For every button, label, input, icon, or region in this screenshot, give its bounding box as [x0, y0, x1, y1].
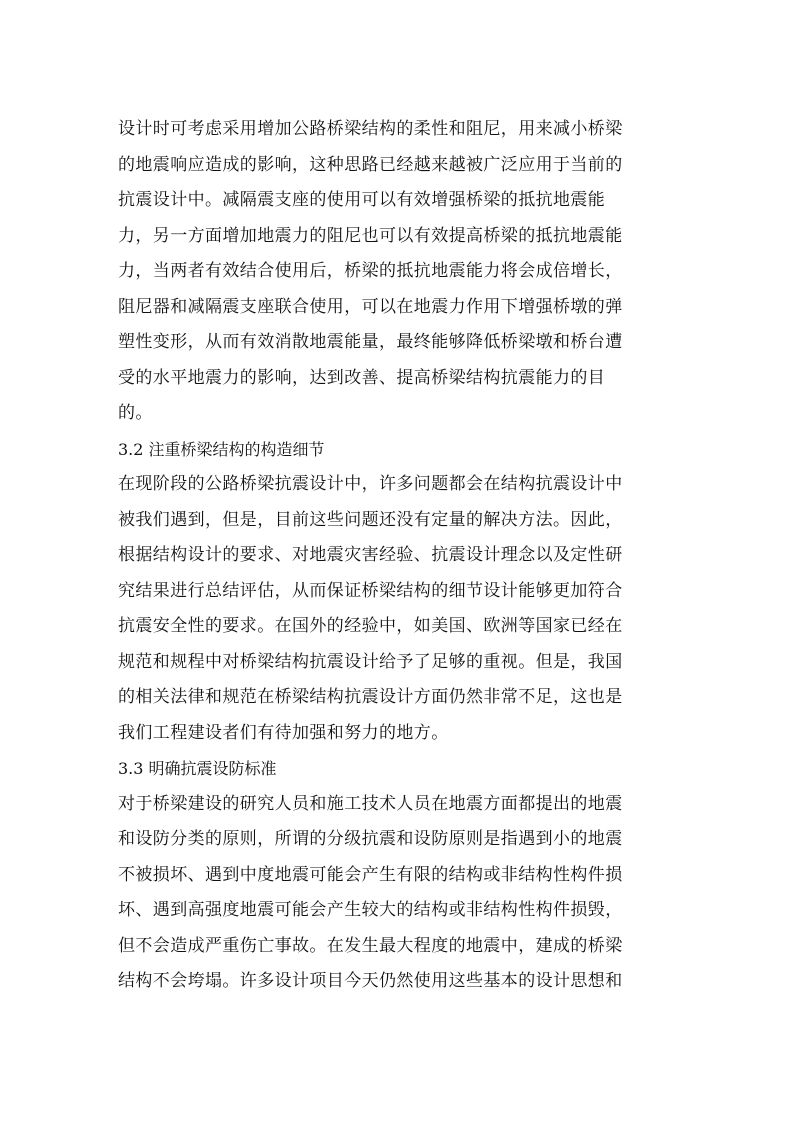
body-line: 的相关法律和规范在桥梁结构抗震设计方面仍然非常不足，这也是 — [118, 687, 623, 707]
section-heading: 3.2 注重桥梁结构的构造细节 — [118, 439, 325, 459]
body-line: 抗震设计中。减隔震支座的使用可以有效增强桥梁的抵抗地震能 — [118, 190, 606, 210]
body-line: 的。 — [118, 403, 153, 423]
document-page — [118, 112, 678, 1000]
section-heading: 3.3 明确抗震设防标准 — [118, 759, 277, 778]
body-line: 对于桥梁建设的研究人员和施工技术人员在地震方面都提出的地震 — [118, 793, 623, 814]
body-line: 力，另一方面增加地震力的阻尼也可以有效提高桥梁的抵抗地震能 — [118, 225, 623, 246]
body-line: 究结果进行总结评估，从而保证桥梁结构的细节设计能够更加符合 — [118, 580, 623, 601]
body-line: 的地震响应造成的影响，这种思路已经越来越被广泛应用于当前的 — [118, 154, 623, 175]
body-line: 和设防分类的原则，所谓的分级抗震和设防原则是指遇到小的地震 — [118, 829, 623, 849]
body-line: 规范和规程中对桥梁结构抗震设计给予了足够的重视。但是，我国 — [118, 651, 623, 672]
body-line: 阻尼器和减隔震支座联合使用，可以在地震力作用下增强桥墩的弹 — [118, 296, 623, 317]
body-line: 被我们遇到，但是，目前这些问题还没有定量的解决方法。因此， — [118, 509, 623, 530]
body-line: 不被损坏、遇到中度地震可能会产生有限的结构或非结构性构件损 — [118, 864, 623, 885]
body-line: 在现阶段的公路桥梁抗震设计中，许多问题都会在结构抗震设计中 — [118, 474, 623, 494]
body-line: 但不会造成严重伤亡事故。在发生最大程度的地震中，建成的桥梁 — [118, 935, 623, 956]
body-line: 设计时可考虑采用增加公路桥梁结构的柔性和阻尼，用来减小桥梁 — [118, 119, 623, 139]
body-line: 结构不会垮塌。许多设计项目今天仍然使用这些基本的设计思想和 — [118, 971, 623, 991]
body-line: 坏、遇到高强度地震可能会产生较大的结构或非结构性构件损毁， — [118, 900, 623, 920]
body-line: 塑性变形，从而有效消散地震能量，最终能够降低桥梁墩和桥台遭 — [118, 332, 623, 352]
body-line: 抗震安全性的要求。在国外的经验中，如美国、欧洲等国家已经在 — [118, 616, 623, 636]
body-line: 根据结构设计的要求、对地震灾害经验、抗震设计理念以及定性研 — [118, 545, 623, 565]
body-line: 受的水平地震力的影响，达到改善、提高桥梁结构抗震能力的目 — [118, 367, 606, 388]
body-line: 力，当两者有效结合使用后，桥梁的抵抗地震能力将会成倍增长， — [118, 261, 623, 281]
body-line: 我们工程建设者们有待加强和努力的地方。 — [118, 722, 449, 743]
